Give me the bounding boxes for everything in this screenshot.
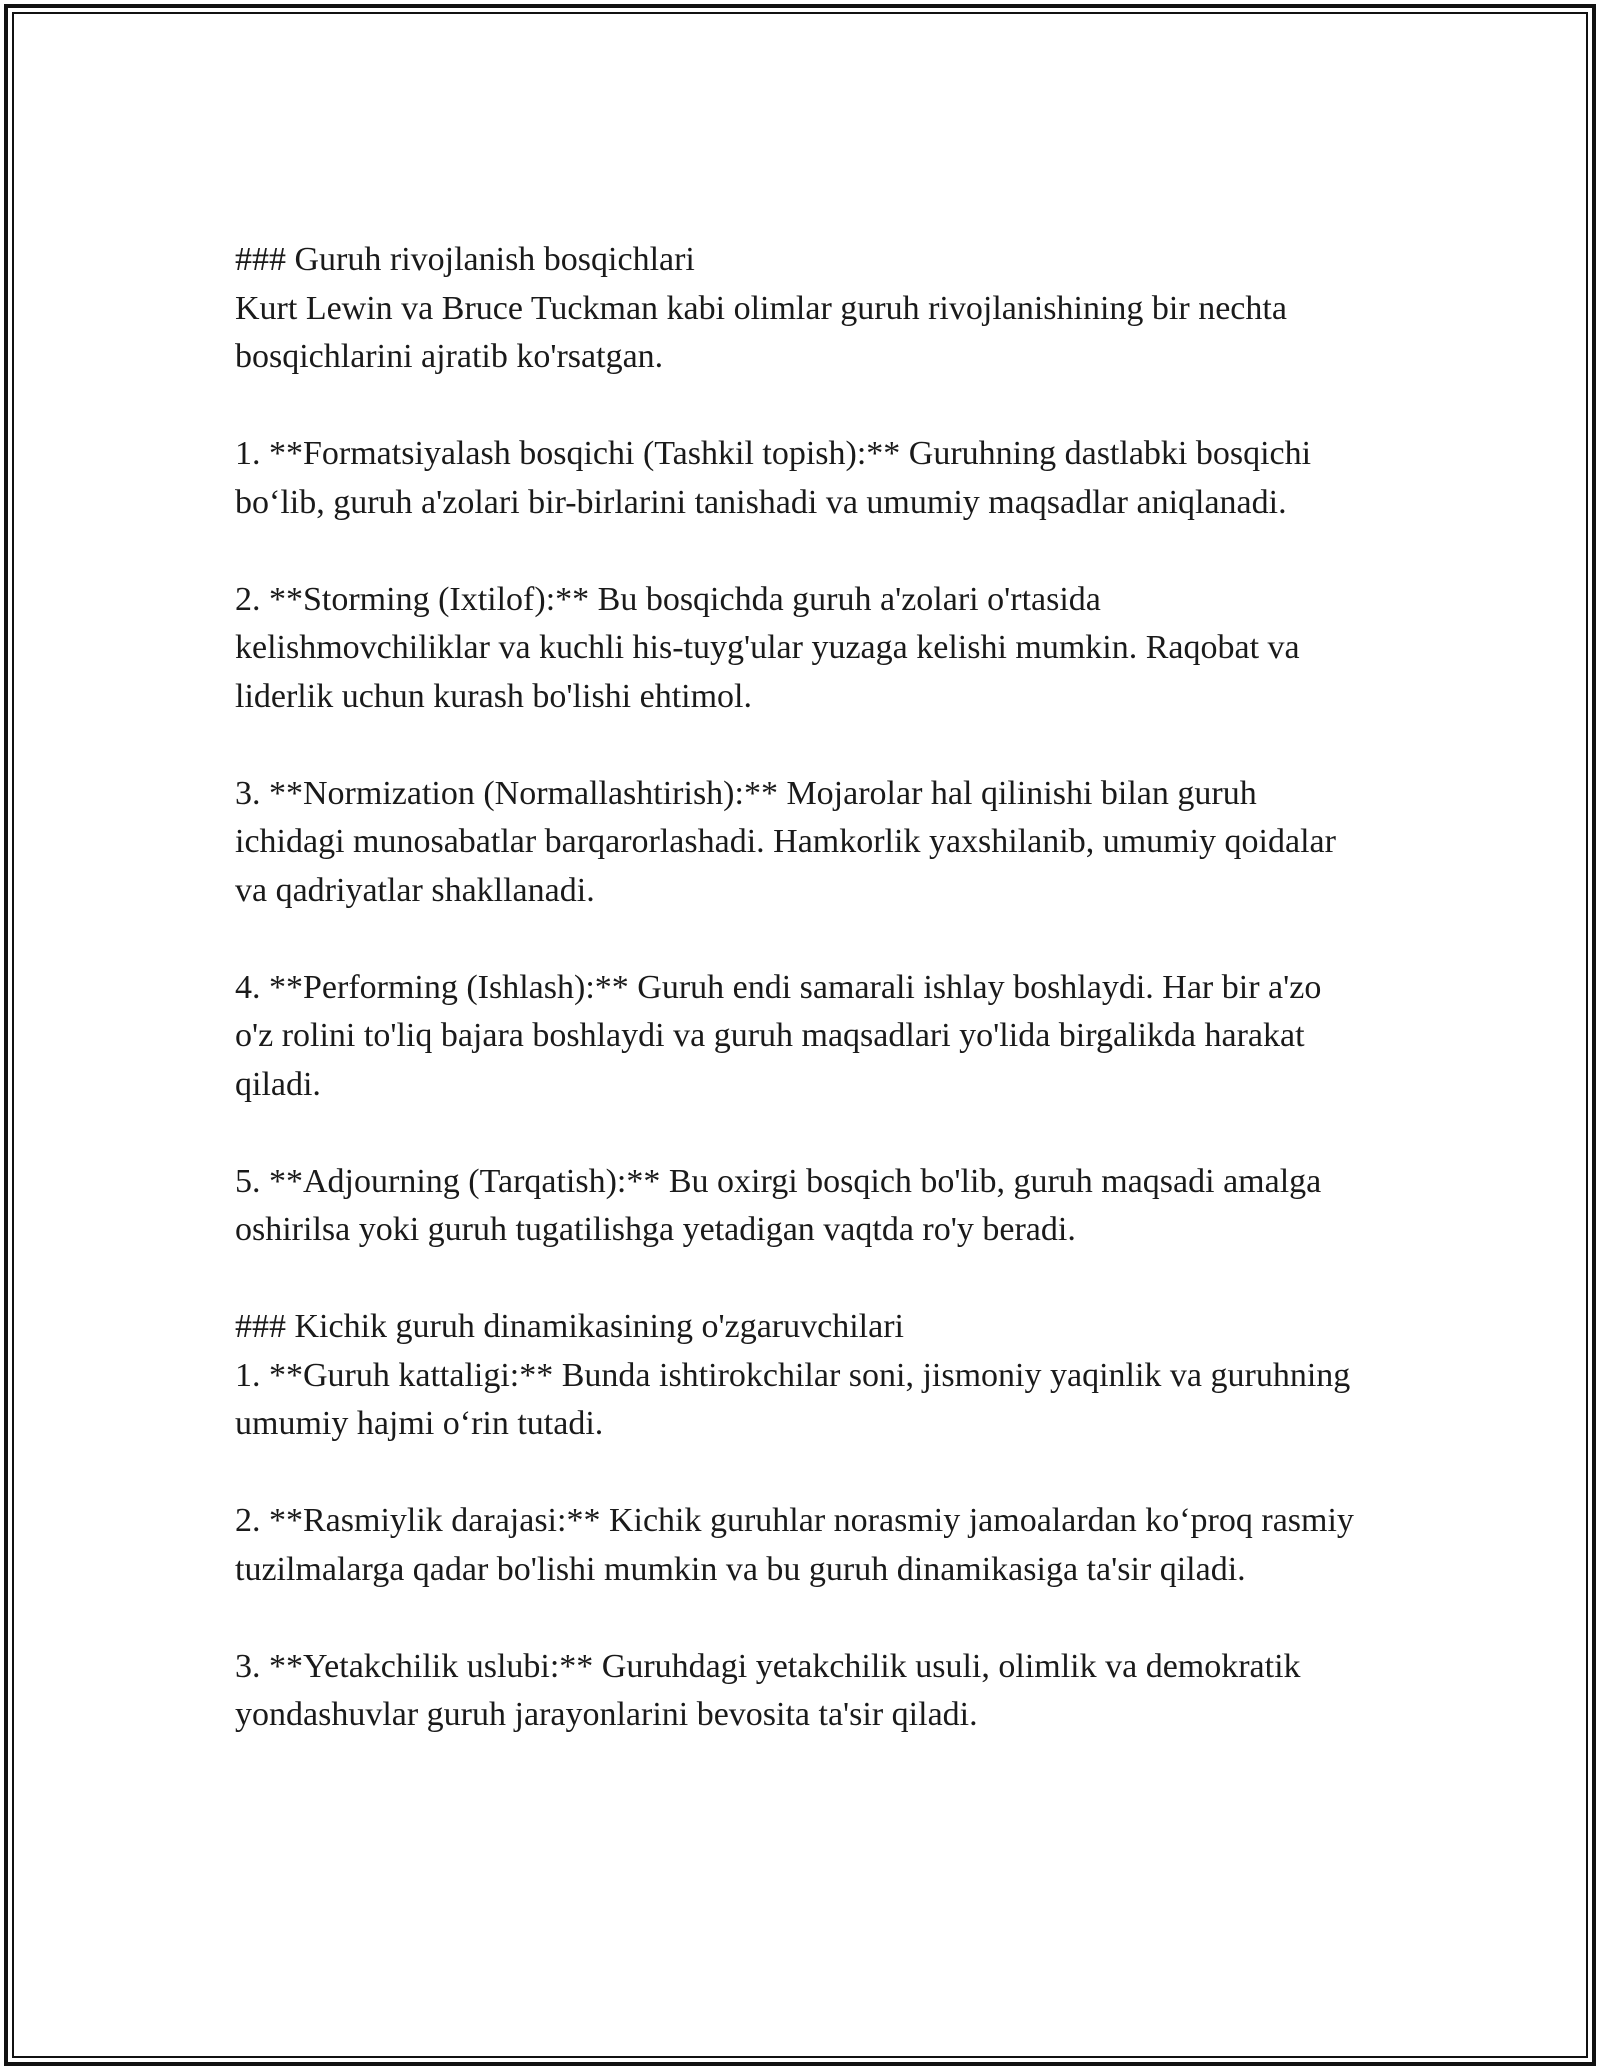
stage-item-5: 5. **Adjourning (Tarqatish):** Bu oxirgi bosqich bo'lib, guruh maqsadi amalga oshirilsa yoki guruh tugatilishga yetadigan vaqtda ro'y beradi. — [235, 1162, 1322, 1248]
spacer — [235, 1594, 1355, 1643]
stage-item-2: 2. **Storming (Ixtilof):** Bu bosqichda guruh a'zolari o'rtasida kelishmovchiliklar va kuchli his-tuyg'ular yuzaga kelishi mumkin. Raqobat va liderlik uchun kurash bo'lishi ehtimol. — [235, 580, 1300, 715]
variable-item-2: 2. **Rasmiylik darajasi:** Kichik guruhlar norasmiy jamoalardan ko‘proq rasmiy tuzilmalarga qadar bo'lishi mumkin va bu guruh dinamikasiga ta'sir qiladi. — [235, 1502, 1354, 1588]
spacer — [235, 915, 1355, 964]
intro-paragraph: Kurt Lewin va Bruce Tuckman kabi olimlar guruh rivojlanishining bir nechta bosqichlarini ajratib ko'rsatgan. — [235, 289, 1287, 375]
stage-item-3: 3. **Normization (Normallashtirish):** Mojarolar hal qilinishi bilan guruh ichidagi munosabatlar barqarorlashadi. Hamkorlik yaxshilanib, umumiy qoidalar va qadriyatlar shakllanadi. — [235, 774, 1336, 909]
spacer — [235, 1109, 1355, 1158]
document-body — [235, 236, 1355, 1740]
variable-item-1: 1. **Guruh kattaligi:** Bunda ishtirokchilar soni, jismoniy yaqinlik va guruhning umumiy hajmi o‘rin tutadi. — [235, 1356, 1351, 1442]
stage-item-1: 1. **Formatsiyalash bosqichi (Tashkil topish):** Guruhning dastlabki bosqichi bo‘lib, guruh a'zolari bir-birlarini tanishadi va umumiy maqsadlar aniqlanadi. — [235, 435, 1312, 521]
spacer — [235, 1449, 1355, 1498]
spacer — [235, 721, 1355, 770]
spacer — [235, 1255, 1355, 1304]
spacer — [235, 527, 1355, 576]
section-heading-stages: ### Guruh rivojlanish bosqichlari — [235, 241, 695, 278]
stage-item-4: 4. **Performing (Ishlash):** Guruh endi samarali ishlay boshlaydi. Har bir a'zo o'z rolini to'liq bajara boshlaydi va guruh maqsadlari yo'lida birgalikda harakat qiladi. — [235, 968, 1322, 1103]
section-heading-variables: ### Kichik guruh dinamikasining o'zgaruvchilari — [235, 1308, 904, 1345]
variable-item-3: 3. **Yetakchilik uslubi:** Guruhdagi yetakchilik usuli, olimlik va demokratik yondashuvlar guruh jarayonlarini bevosita ta'sir qiladi. — [235, 1647, 1301, 1733]
spacer — [235, 382, 1355, 431]
